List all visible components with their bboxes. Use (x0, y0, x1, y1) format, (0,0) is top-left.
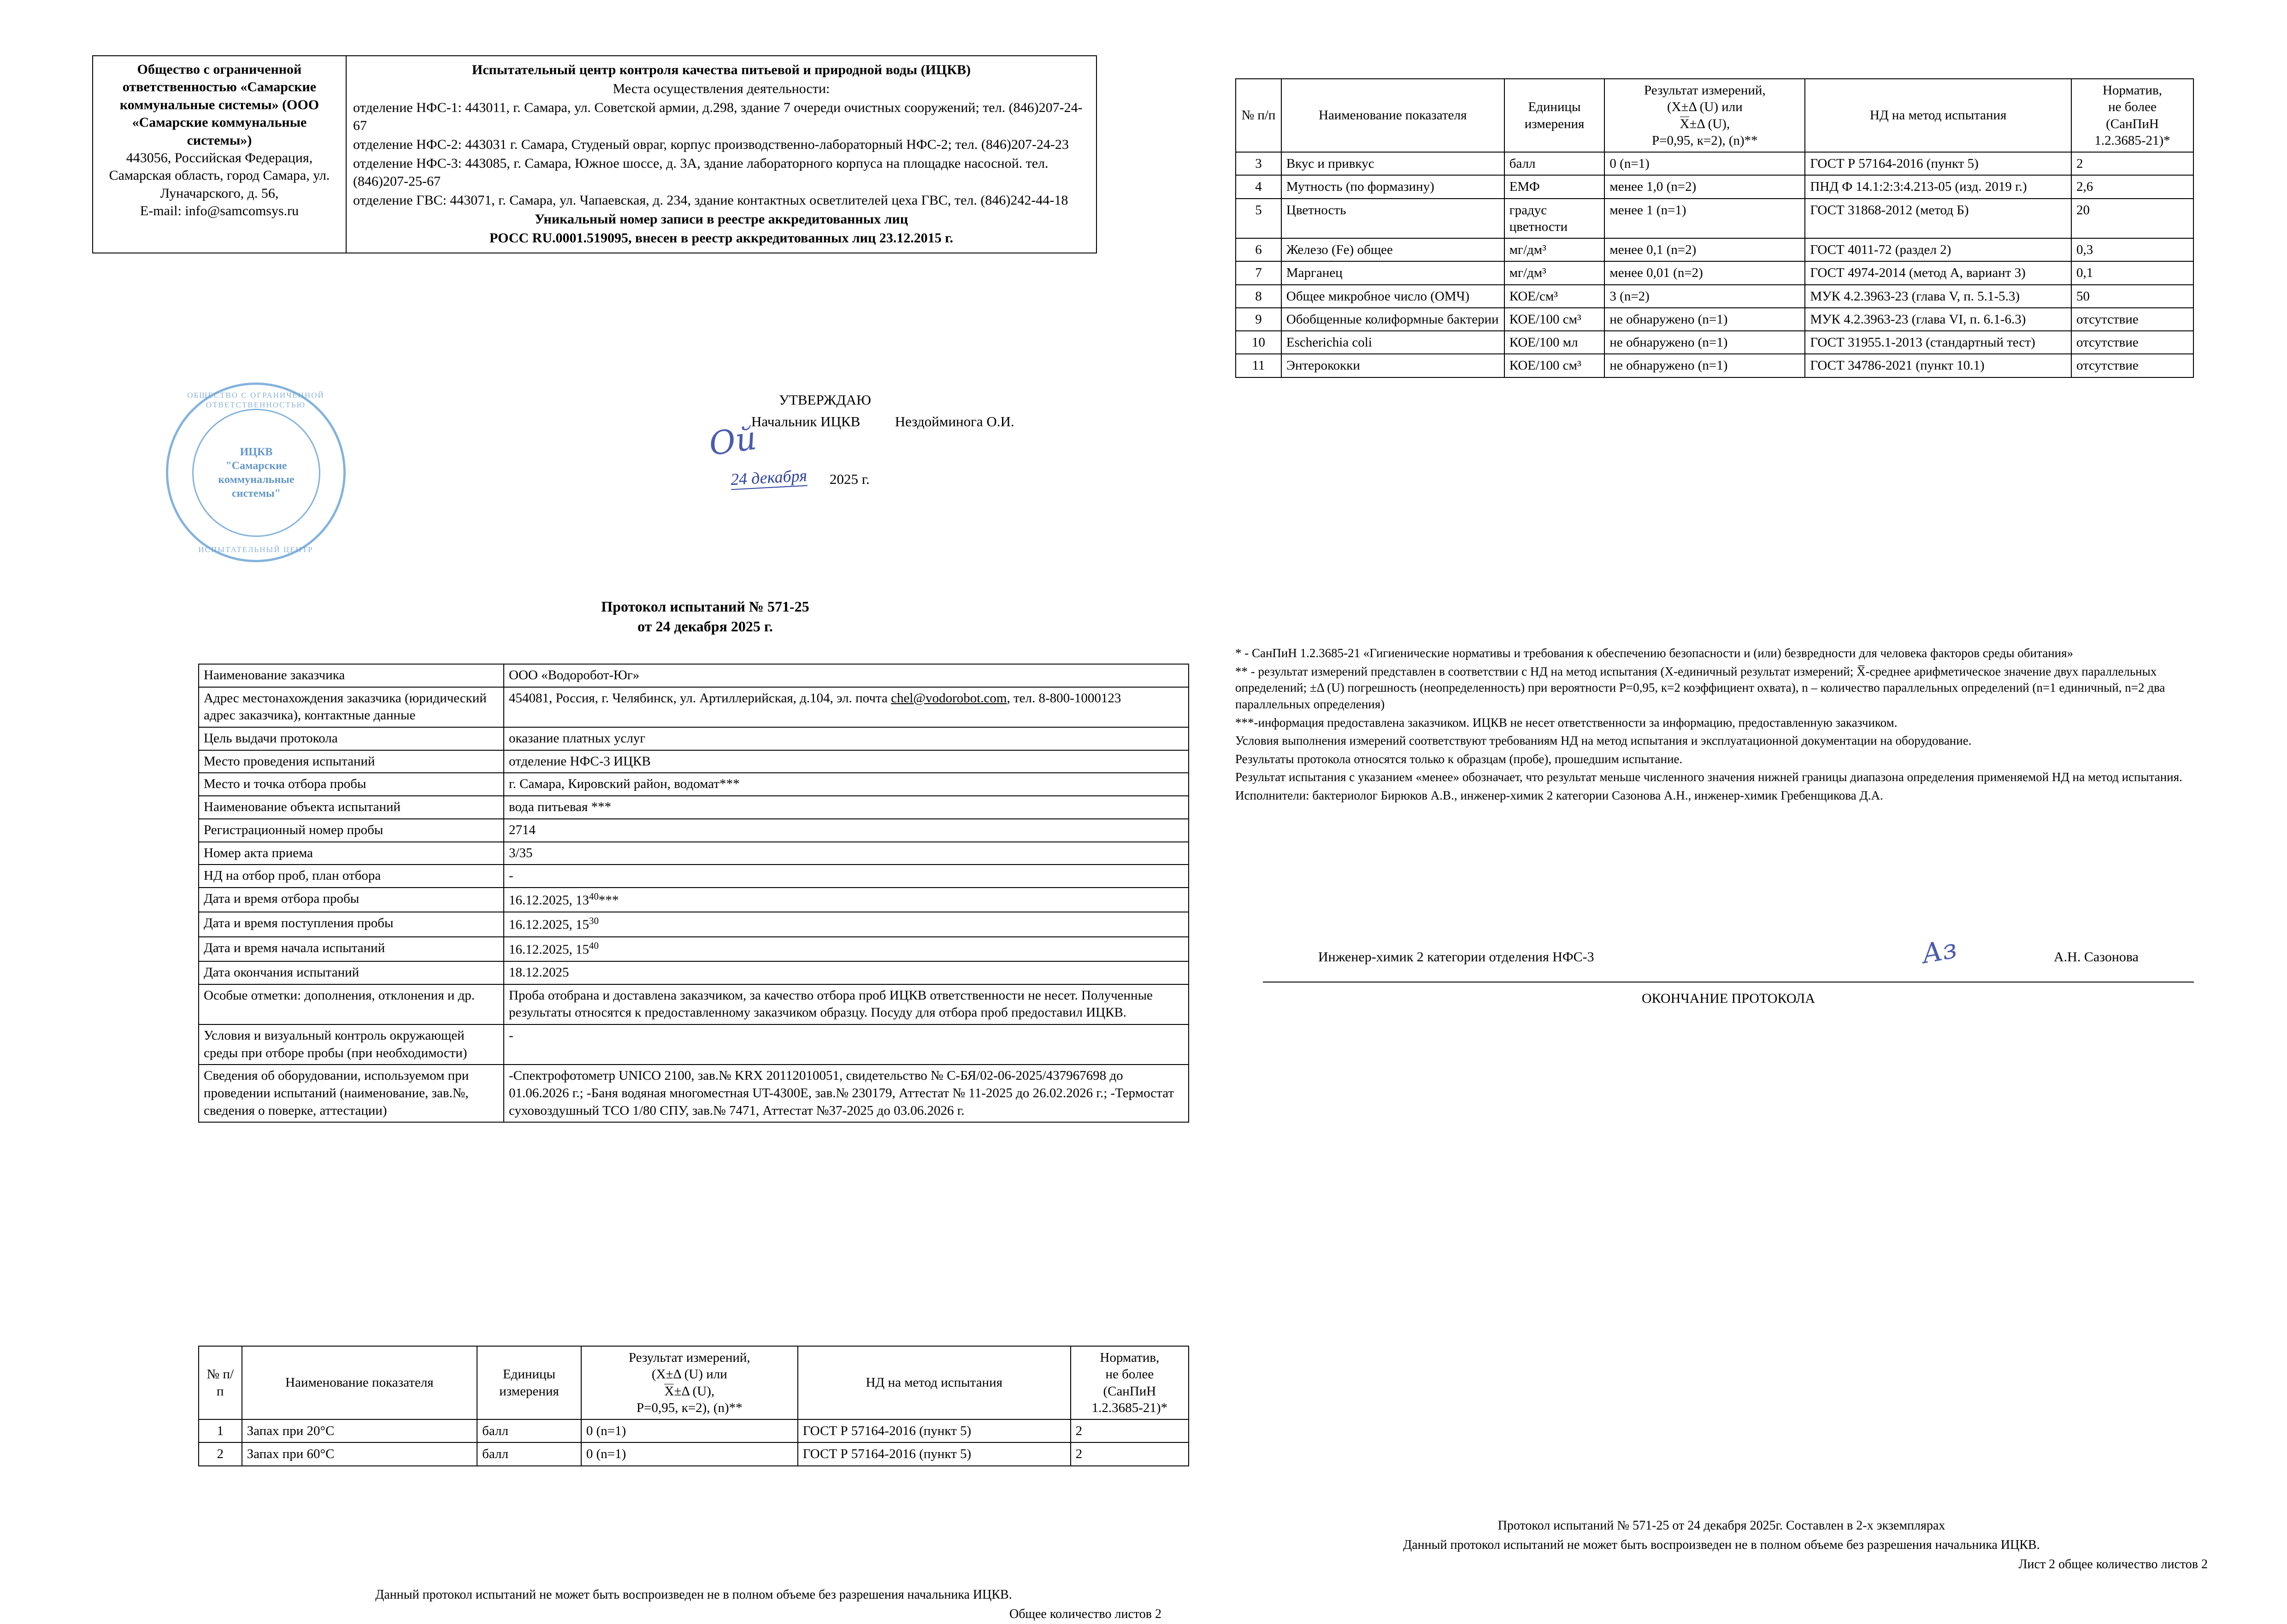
official-stamp (166, 382, 346, 562)
cell-units: ЕМФ (1504, 175, 1605, 198)
cell-result: 3 (n=2) (1604, 285, 1805, 308)
info-value: 16.12.2025, $13^{40}***$ (504, 888, 1189, 912)
cell-units: КОЕ/100 см³ (1504, 308, 1605, 331)
info-value: -Спектрофотометр UNICO 2100, зав.№ KRX 20112010051, свидетельство № С-БЯ/02-06-2025/437967698 до 01.06.2026 г.; -Баня водяная многоместная UT-4300E, зав.№ 230179, Аттестат № 11-2025 до 26.02.2026 г.; -Термостат суховоздушный ТСО 1/80 СПУ, зав.№ 7471, Аттестат №37-2025 до 03.06.2026 г. (504, 1065, 1189, 1122)
col-name: Наименование показателя (1281, 79, 1504, 152)
table-row (199, 796, 1189, 819)
cell-num: 4 (1236, 175, 1281, 198)
table-row (199, 912, 1189, 936)
info-key: Условия и визуальный контроль окружающей среды при отборе пробы (при необходимости) (199, 1024, 504, 1065)
footer-note: Данный протокол испытаний не может быть воспроизведен не в полном объеме без разрешения начальника ИЦКВ. (1403, 1538, 2040, 1552)
approve-year: 2025 г. (830, 471, 870, 487)
cell-norm: 50 (2071, 285, 2193, 308)
info-value: Проба отобрана и доставлена заказчиком, за качество отбора проб ИЦКВ ответственности не несет. Полученные результаты относятся к предоставленному заказчиком образцу. Посуду для отбора проб предоставил ИЦКВ. (504, 984, 1189, 1024)
company-name: Общество с ограниченной ответственностью «Самарские коммунальные системы» (ООО «Самарские коммунальные системы») (119, 62, 319, 148)
table-row (199, 842, 1189, 865)
cell-name: Запах при 20°С (242, 1419, 477, 1442)
protocol-date: от 24 декабря 2025 г. (637, 618, 773, 635)
page-2 (1235, 78, 2203, 378)
cell-nd: МУК 4.2.3963-23 (глава VI, п. 6.1-6.3) (1805, 308, 2071, 331)
cell-num: 11 (1236, 354, 1281, 377)
cell-units: градус цветности (1504, 199, 1605, 239)
cell-nd: ГОСТ 4011-72 (раздел 2) (1805, 238, 2071, 261)
table-row (199, 819, 1189, 842)
info-key: Адрес местонахождения заказчика (юридический адрес заказчика), контактные данные (199, 687, 504, 727)
info-value: 454081, Россия, г. Челябинск, ул. Артиллерийская, д.104, эл. почта chel@vodorobot.com, тел. 8-800-1000123 (504, 687, 1189, 727)
table-row (1236, 261, 2193, 284)
note-5: Результаты протокола относятся только к образцам (пробе), прошедшим испытание. (1235, 752, 1683, 766)
accreditation-number: РОСС RU.0001.519095, внесен в реестр аккредитованных лиц 23.12.2015 г. (489, 230, 953, 246)
table-row (1236, 285, 2193, 308)
cell-norm: 0,1 (2071, 261, 2193, 284)
cell-norm: 2 (1071, 1419, 1189, 1442)
note-2: ** - результат измерений представлен в соответствии с НД на метод испытания (Х-единичный результат измерений; X̅-среднее арифметическое значение двух параллельных определений; ±Δ (U) погрешность (неопределенность) при вероятности Р=0,95, к=2 коэффициент охвата), n – количество параллельных определений (n=1 единичный, n=2 два параллельных определения) (1235, 664, 2165, 711)
stamp-arc-bottom: ИСПЫТАТЕЛЬНЫЙ ЦЕНТР (198, 545, 313, 554)
table-row (1236, 308, 2193, 331)
cell-norm: 2 (2071, 152, 2193, 175)
cell-name: Вкус и привкус (1281, 152, 1504, 175)
table-row (199, 727, 1189, 750)
cell-norm: отсутствие (2071, 308, 2193, 331)
table-row (1236, 331, 2193, 354)
info-value: г. Самара, Кировский район, водомат*** (504, 773, 1189, 796)
signature-head-icckv: Ой (707, 419, 759, 463)
cell-name: Обобщенные колиформные бактерии (1281, 308, 1504, 331)
cell-nd: ГОСТ 31955.1-2013 (стандартный тест) (1805, 331, 2071, 354)
place-2: отделение НФС-2: 443031 г. Самара, Студеный овраг, корпус производственно-лабораторный НФС-2; тел. (846)207-24-23 (353, 137, 1069, 152)
cell-num: 2 (199, 1442, 242, 1465)
company-cell (93, 56, 346, 253)
info-key: Дата и время отбора пробы (199, 888, 504, 912)
table-row (199, 1419, 1189, 1442)
header-table (92, 55, 1097, 253)
info-table (198, 664, 1189, 1123)
cell-units: балл (1504, 152, 1605, 175)
footer-sheets: Лист 2 общее количество листов 2 (2018, 1557, 2208, 1571)
cell-norm: 20 (2071, 199, 2193, 239)
cell-norm: 2 (1071, 1442, 1189, 1465)
col-norm: Норматив, не более (СанПиН 1.2.3685-21)* (2071, 79, 2193, 152)
cell-name: Энтерококки (1281, 354, 1504, 377)
results-body-page2 (1236, 152, 2193, 377)
cell-norm: 0,3 (2071, 238, 2193, 261)
info-value: вода питьевая *** (504, 796, 1189, 819)
info-key: Место и точка отбора пробы (199, 773, 504, 796)
table-row (199, 888, 1189, 912)
note-3: ***-информация предоставлена заказчиком. ИЦКВ не несет ответственности за информацию, предоставленную заказчиком. (1235, 715, 1898, 730)
col-nd: НД на метод испытания (798, 1346, 1071, 1419)
col-result: Результат измерений, (Х±Δ (U) или X±Δ (U), Р=0,95, к=2), (n)** (581, 1346, 798, 1419)
protocol-title-block (498, 597, 913, 636)
footer-page2 (1235, 1516, 2208, 1574)
place-4: отделение ГВС: 443071, г. Самара, ул. Чапаевская, д. 234, здание контактных осветлителей цеха ГВС, тел. (846)242-44-18 (353, 193, 1068, 208)
col-units: Единицы измерения (477, 1346, 581, 1419)
center-cell (346, 56, 1096, 253)
stamp-inner: ИЦКВ "Самарские коммунальные системы" (192, 409, 320, 537)
footer-note: Данный протокол испытаний не может быть воспроизведен не в полном объеме без разрешения начальника ИЦКВ. (375, 1588, 1012, 1602)
cell-num: 9 (1236, 308, 1281, 331)
cell-result: 0 (n=1) (581, 1419, 798, 1442)
results-table-page1-wrap (198, 1346, 1189, 1466)
cell-norm: отсутствие (2071, 354, 2193, 377)
table-row (199, 937, 1189, 961)
info-value: 16.12.2025, $15^{30}$ (504, 912, 1189, 936)
table-row (1236, 354, 2193, 377)
protocol-title: Протокол испытаний № 571-25 (601, 598, 809, 615)
info-key: Особые отметки: дополнения, отклонения и др. (199, 984, 504, 1024)
cell-units: балл (477, 1442, 581, 1465)
cell-nd: МУК 4.2.3963-23 (глава V, п. 5.1-5.3) (1805, 285, 2071, 308)
cell-num: 10 (1236, 331, 1281, 354)
table-row (199, 984, 1189, 1024)
col-num: № п/п (199, 1346, 242, 1419)
cell-units: КОЕ/100 мл (1504, 331, 1605, 354)
cell-nd: ПНД Ф 14.1:2:3:4.213-05 (изд. 2019 г.) (1805, 175, 2071, 198)
places-title: Места осуществления деятельности: (613, 81, 830, 96)
cell-result: менее 0,1 (n=2) (1604, 238, 1805, 261)
info-key: Наименование заказчика (199, 664, 504, 687)
cell-result: 0 (n=1) (1604, 152, 1805, 175)
results-table-page2 (1235, 78, 2194, 378)
col-units: Единицы измерения (1504, 79, 1605, 152)
table-row (1236, 152, 2193, 175)
info-key: Наименование объекта испытаний (199, 796, 504, 819)
col-nd: НД на метод испытания (1805, 79, 2071, 152)
stamp-arc-top: ОБЩЕСТВО С ОГРАНИЧЕННОЙ ОТВЕТСТВЕННОСТЬЮ (187, 391, 324, 410)
notes-block (1235, 645, 2208, 806)
cell-result: менее 1,0 (n=2) (1604, 175, 1805, 198)
cell-result: менее 1 (n=1) (1604, 199, 1805, 239)
cell-units: КОЕ/100 см³ (1504, 354, 1605, 377)
table-row (1236, 175, 2193, 198)
cell-nd: ГОСТ 4974-2014 (метод А, вариант 3) (1805, 261, 2071, 284)
table-row (199, 664, 1189, 687)
cell-units: мг/дм³ (1504, 261, 1605, 284)
col-name: Наименование показателя (242, 1346, 477, 1419)
table-row (199, 773, 1189, 796)
table-header-row (199, 1346, 1189, 1419)
place-1: отделение НФС-1: 443011, г. Самара, ул. Советской армии, д.298, здание 7 очереди очистных сооружений; тел. (846)207-24-67 (353, 100, 1083, 133)
center-title: Испытательный центр контроля качества питьевой и природной воды (ИЦКВ) (472, 62, 971, 77)
cell-name: Мутность (по формазину) (1281, 175, 1504, 198)
info-key: Место проведения испытаний (199, 750, 504, 773)
cell-num: 1 (199, 1419, 242, 1442)
cell-result: менее 0,01 (n=2) (1604, 261, 1805, 284)
info-key: Сведения об оборудовании, используемом при проведении испытаний (наименование, зав.№, сведения о поверке, аттестации) (199, 1065, 504, 1122)
cell-norm: 2,6 (2071, 175, 2193, 198)
table-row (199, 750, 1189, 773)
table-row (1236, 238, 2193, 261)
info-value: оказание платных услуг (504, 727, 1189, 750)
end-of-protocol: ОКОНЧАНИЕ ПРОТОКОЛА (1642, 991, 1815, 1006)
cell-norm: отсутствие (2071, 331, 2193, 354)
cell-units: мг/дм³ (1504, 238, 1605, 261)
signature-block (1318, 932, 2194, 970)
table-row (199, 865, 1189, 888)
cell-num: 8 (1236, 285, 1281, 308)
place-3: отделение НФС-3: 443085, г. Самара, Южное шоссе, д. 3А, здание лабораторного корпуса на площадке насосной. тел. (846)207-25-67 (353, 156, 1049, 189)
accreditation-title: Уникальный номер записи в реестре аккредитованных лиц (534, 212, 908, 227)
cell-num: 5 (1236, 199, 1281, 239)
note-6: Результат испытания с указанием «менее» обозначает, что результат меньше численного значения нижней границы диапазона определения применяемой НД на метод испытания. (1235, 770, 2182, 784)
footer-copies: Протокол испытаний № 571-25 от 24 декабря 2025г. Составлен в 2-х экземплярах (1497, 1518, 1945, 1533)
info-value: 3/35 (504, 842, 1189, 865)
company-address: 443056, Российская Федерация, Самарская область, город Самара, ул. Луначарского, д. 56, (109, 150, 330, 201)
approve-position: Начальник ИЦКВ (751, 413, 861, 430)
cell-name: Железо (Fe) общее (1281, 238, 1504, 261)
cell-nd: ГОСТ Р 57164-2016 (пункт 5) (1805, 152, 2071, 175)
cell-name: Цветность (1281, 199, 1504, 239)
table-row (199, 687, 1189, 727)
company-email: E-mail: info@samcomsys.ru (140, 203, 299, 219)
info-value: 18.12.2025 (504, 961, 1189, 984)
info-value: 2714 (504, 819, 1189, 842)
approve-title: УТВЕРЖДАЮ (779, 392, 871, 408)
cell-num: 6 (1236, 238, 1281, 261)
signer-name: А.Н. Сазонова (2054, 949, 2139, 965)
info-value: - (504, 865, 1189, 888)
footer-sheets: Общее количество листов 2 (1009, 1607, 1161, 1621)
info-key: Регистрационный номер пробы (199, 819, 504, 842)
cell-units: КОЕ/см³ (1504, 285, 1605, 308)
cell-name: Escherichia coli (1281, 331, 1504, 354)
cell-name: Марганец (1281, 261, 1504, 284)
table-row (199, 1065, 1189, 1122)
table-row (199, 1024, 1189, 1065)
info-value: - (504, 1024, 1189, 1065)
cell-num: 3 (1236, 152, 1281, 175)
info-key: Дата окончания испытаний (199, 961, 504, 984)
cell-num: 7 (1236, 261, 1281, 284)
cell-result: 0 (n=1) (581, 1442, 798, 1465)
results-table-page1 (198, 1346, 1189, 1466)
table-header-row (1236, 79, 2193, 152)
signature-date: 24 декабря (730, 466, 808, 490)
note-4: Условия выполнения измерений соответствуют требованиям НД на метод испытания и эксплуатационной документации на оборудование. (1235, 734, 1972, 748)
col-result: Результат измерений, (Х±Δ (U) или X±Δ (U), Р=0,95, к=2), (n)** (1604, 79, 1805, 152)
col-num: № п/п (1236, 79, 1281, 152)
footer-page1 (198, 1585, 1189, 1624)
cell-units: балл (477, 1419, 581, 1442)
cell-nd: ГОСТ Р 57164-2016 (пункт 5) (798, 1442, 1071, 1465)
col-norm: Норматив, не более (СанПиН 1.2.3685-21)* (1071, 1346, 1189, 1419)
info-key: НД на отбор проб, план отбора (199, 865, 504, 888)
note-7: Исполнители: бактериолог Бирюков А.В., инженер-химик 2 категории Сазонова А.Н., инженер-химик Гребенщикова Д.А. (1235, 788, 1883, 802)
info-value: ООО «Водоробот-Юг» (504, 664, 1189, 687)
info-value: 16.12.2025, $15^{40}$ (504, 937, 1189, 961)
approve-name: Нездойминога О.И. (895, 413, 1014, 430)
cell-result: не обнаружено (n=1) (1604, 331, 1805, 354)
info-value: отделение НФС-3 ИЦКВ (504, 750, 1189, 773)
cell-nd: ГОСТ 31868-2012 (метод Б) (1805, 199, 2071, 239)
table-row (1236, 199, 2193, 239)
signature-rule (1263, 982, 2194, 983)
info-key: Дата и время поступления пробы (199, 912, 504, 936)
table-row (199, 961, 1189, 984)
cell-name: Запах при 60°С (242, 1442, 477, 1465)
cell-result: не обнаружено (n=1) (1604, 354, 1805, 377)
cell-nd: ГОСТ Р 57164-2016 (пункт 5) (798, 1419, 1071, 1442)
signer-position: Инженер-химик 2 категории отделения НФС-3 (1318, 949, 1594, 965)
cell-nd: ГОСТ 34786-2021 (пункт 10.1) (1805, 354, 2071, 377)
cell-result: не обнаружено (n=1) (1604, 308, 1805, 331)
info-key: Дата и время начала испытаний (199, 937, 504, 961)
cell-name: Общее микробное число (ОМЧ) (1281, 285, 1504, 308)
signature-chemist: Аз (1919, 932, 1959, 970)
table-row (199, 1442, 1189, 1465)
note-1: * - СанПиН 1.2.3685-21 «Гигиенические нормативы и требования к обеспечению безопасности и (или) безвредности для человека факторов среды обитания» (1235, 646, 2074, 660)
info-key: Номер акта приема (199, 842, 504, 865)
info-key: Цель выдачи протокола (199, 727, 504, 750)
